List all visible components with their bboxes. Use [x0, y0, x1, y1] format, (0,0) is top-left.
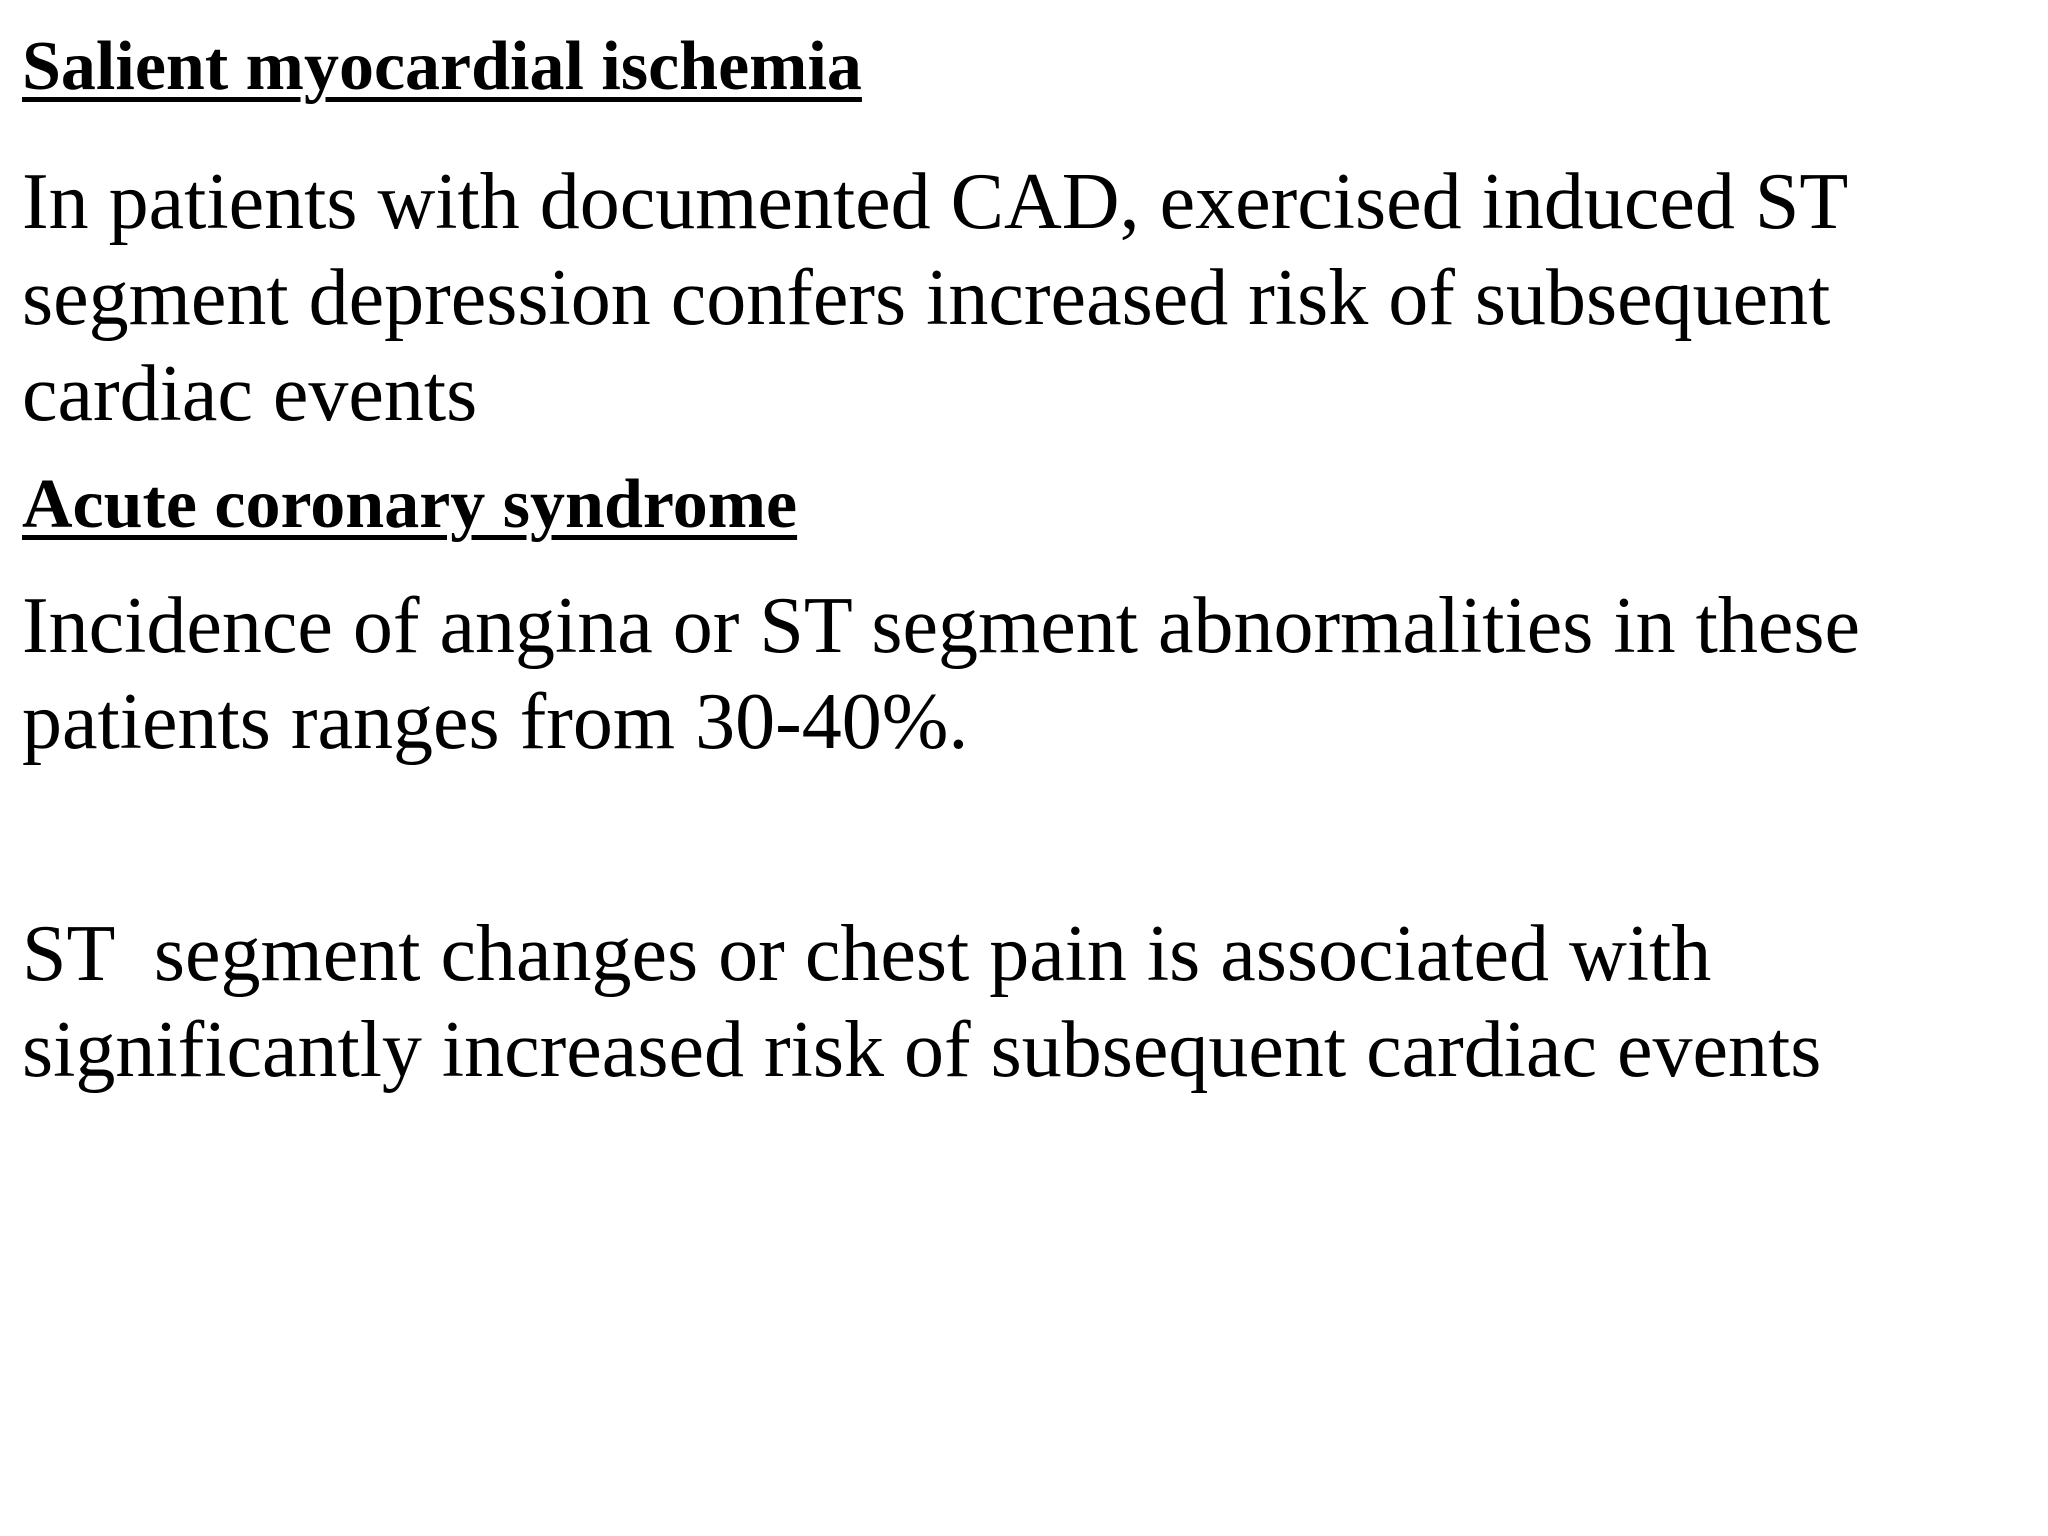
section-heading-acute-coronary-syndrome: Acute coronary syndrome	[22, 466, 798, 543]
text-line: Incidence of angina or ST segment abnormalities in these	[22, 582, 1860, 670]
paragraph-incidence	[22, 578, 1860, 770]
text-line: segment depression confers increased risk of subsequent	[22, 254, 1831, 342]
text-line: significantly increased risk of subsequent cardiac events	[22, 1006, 1822, 1094]
paragraph-documented-cad	[22, 154, 1848, 442]
section-heading-salient-ischemia: Salient myocardial ischemia	[22, 28, 862, 105]
text-line: In patients with documented CAD, exercised induced ST	[22, 158, 1849, 246]
text-line: cardiac events	[22, 350, 478, 438]
paragraph-st-segment-changes	[22, 906, 1821, 1098]
text-line: patients ranges from 30-40%.	[22, 678, 969, 766]
text-line: ST segment changes or chest pain is associated with	[22, 910, 1712, 998]
